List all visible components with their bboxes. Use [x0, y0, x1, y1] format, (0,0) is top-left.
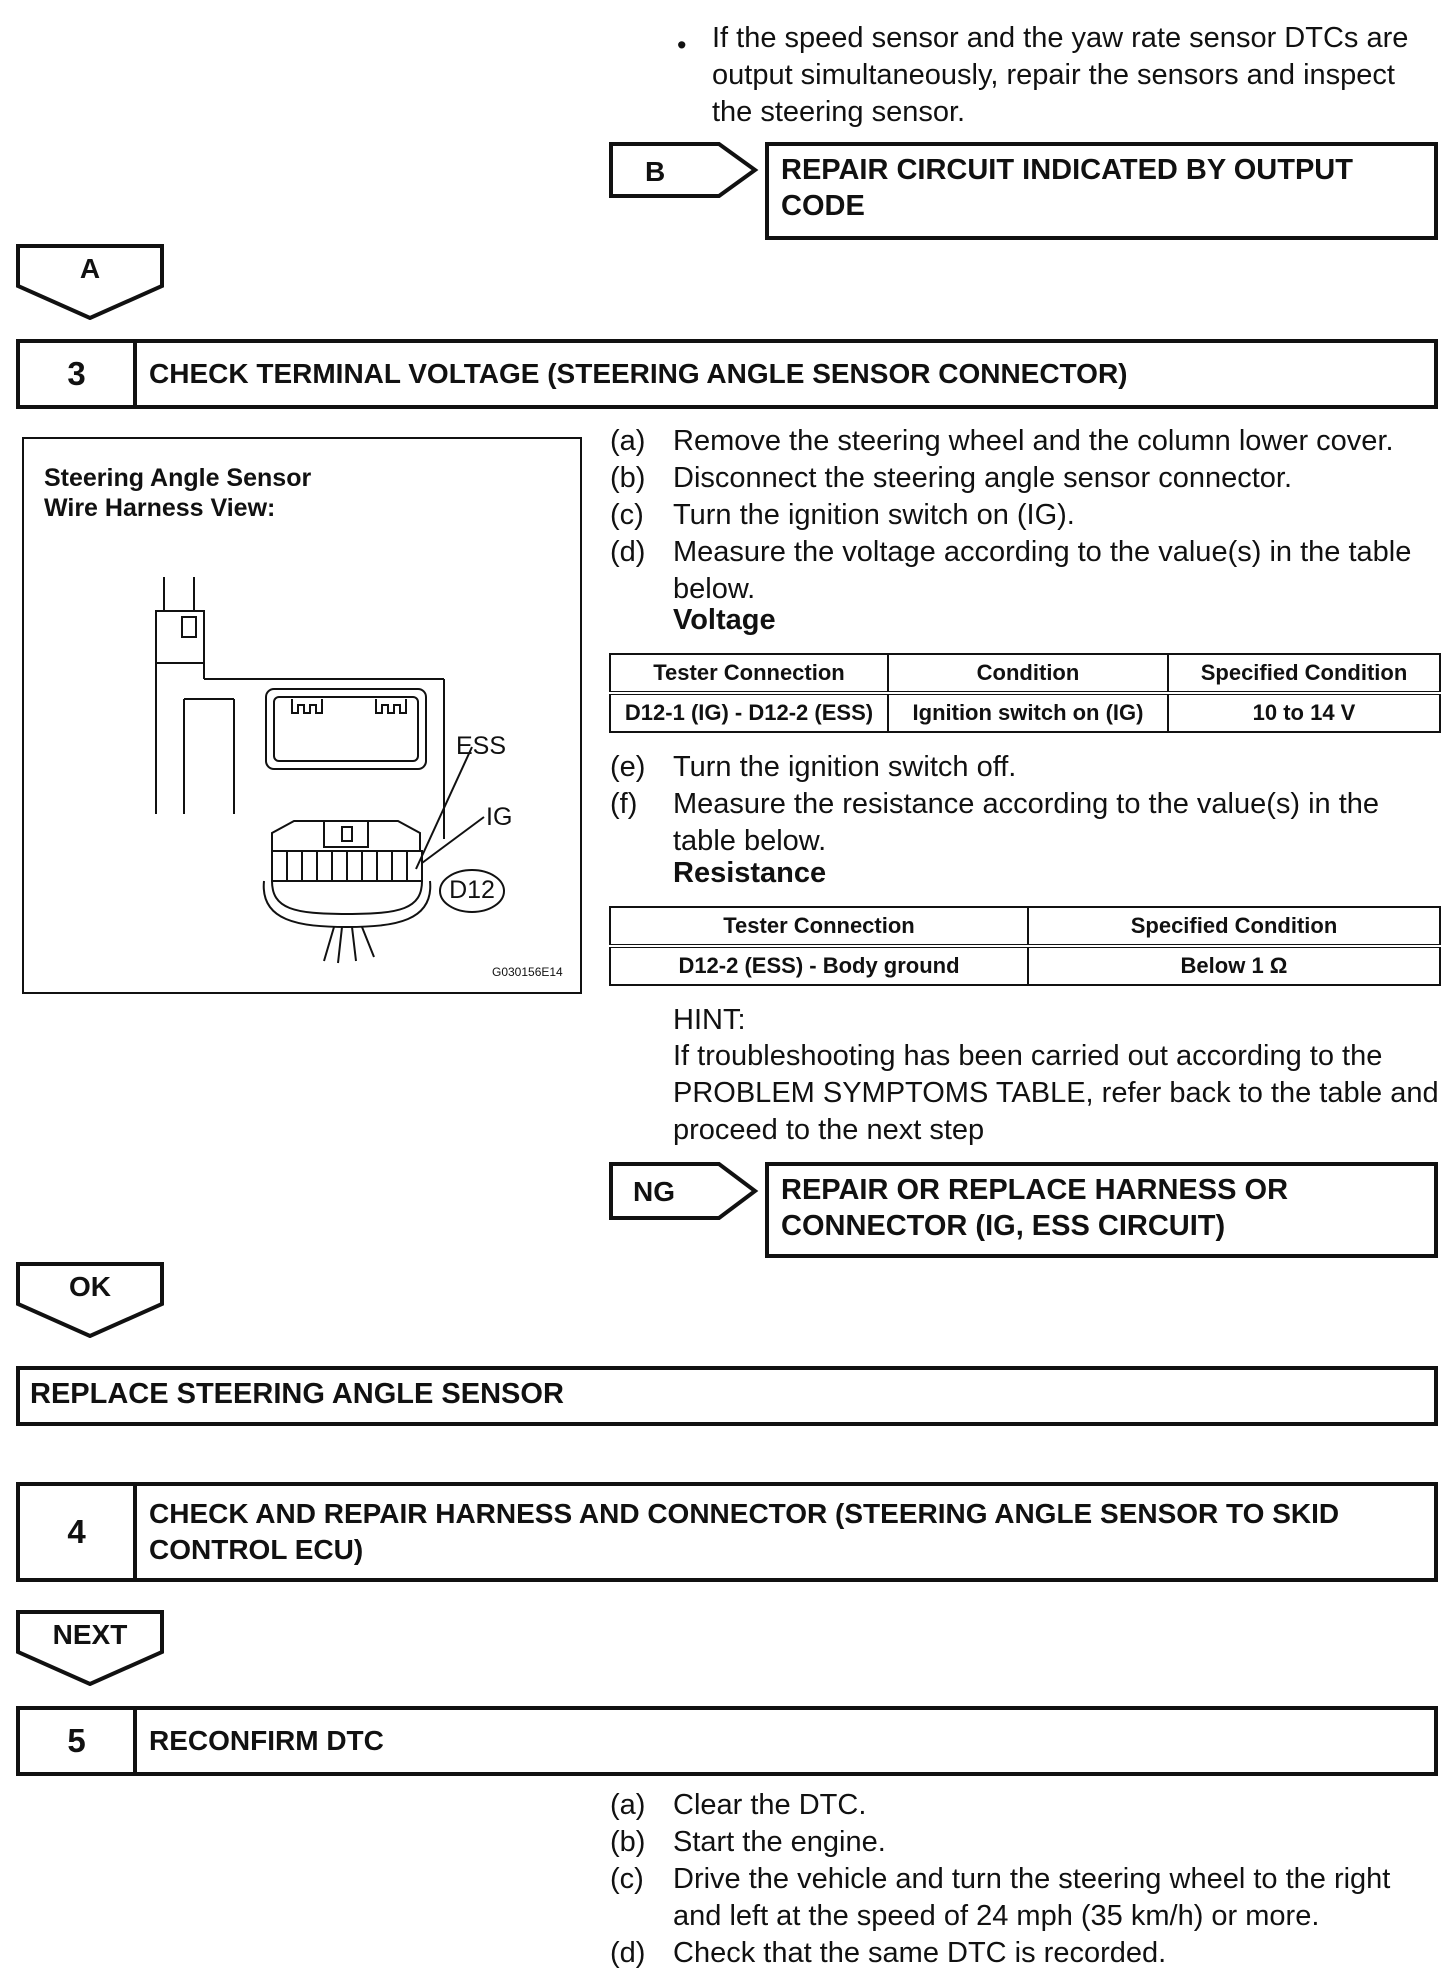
table-cell: Below 1 Ω [1028, 946, 1440, 985]
step-3-title: CHECK TERMINAL VOLTAGE (STEERING ANGLE SENSOR CONNECTOR) [149, 358, 1128, 389]
step-3-list-a [610, 423, 1446, 608]
resistance-title: Resistance [673, 857, 827, 889]
result-ok-label: OK [69, 1271, 111, 1302]
bullet-dot: • [677, 30, 687, 60]
result-ng-box: REPAIR OR REPLACE HARNESS OR CONNECTOR (IG, ESS CIRCUIT) [765, 1162, 1438, 1258]
replace-box: REPLACE STEERING ANGLE SENSOR [16, 1366, 1438, 1426]
table-row [610, 946, 1440, 985]
label-d12: D12 [449, 876, 495, 904]
step-3-list-e [610, 749, 1446, 860]
list-item: (c) Drive the vehicle and turn the steering wheel to the right and left at the speed of 24 mph (35 km/h) or more. [610, 1863, 1391, 1932]
list-item: (a) Remove the steering wheel and the column lower cover. [610, 425, 1394, 457]
result-next-arrow [16, 1610, 164, 1686]
result-next-label: NEXT [52, 1619, 128, 1650]
result-ng-label: NG [633, 1176, 675, 1207]
step-4-header [16, 1482, 1438, 1582]
result-ok-arrow [16, 1262, 164, 1338]
table-cell: D12-1 (IG) - D12-2 (ESS) [610, 693, 888, 732]
table-cell: 10 to 14 V [1168, 693, 1440, 732]
result-a-arrow [16, 244, 164, 320]
result-b-label: B [645, 156, 666, 187]
connector-figure [22, 437, 582, 994]
step-4-title: CHECK AND REPAIR HARNESS AND CONNECTOR (STEERING ANGLE SENSOR TO SKID CONTROL ECU) [149, 1498, 1340, 1565]
step-5-title: RECONFIRM DTC [149, 1725, 384, 1756]
list-item: (d) Check that the same DTC is recorded. [610, 1937, 1167, 1969]
result-b-box: REPAIR CIRCUIT INDICATED BY OUTPUT CODE [765, 142, 1438, 240]
step-4-number: 4 [20, 1486, 137, 1578]
table-header: Tester Connection [610, 654, 888, 693]
table-cell: Ignition switch on (IG) [888, 693, 1168, 732]
step-3-header [16, 339, 1438, 409]
list-item: (b) Disconnect the steering angle sensor connector. [610, 462, 1293, 494]
table-header-row [610, 907, 1440, 946]
label-ig: IG [486, 803, 513, 831]
list-item: (f) Measure the resistance according to the value(s) in the table below. [610, 788, 1380, 857]
resistance-table [609, 906, 1441, 986]
figure-title-1: Steering Angle Sensor [44, 464, 312, 492]
voltage-table [609, 653, 1441, 733]
hint-label: HINT: [673, 1004, 746, 1036]
figure-title-2: Wire Harness View: [44, 494, 276, 522]
step-5-number: 5 [20, 1710, 137, 1772]
list-item: (d) Measure the voltage according to the value(s) in the table below. [610, 536, 1412, 605]
hint-text: If troubleshooting has been carried out according to the PROBLEM SYMPTOMS TABLE, refer back to the table and proceed to the next step [673, 1040, 1439, 1146]
table-header: Specified Condition [1028, 907, 1440, 946]
label-ess: ESS [456, 732, 507, 760]
connector-drawing [24, 439, 580, 992]
list-item: (c) Turn the ignition switch on (IG). [610, 499, 1075, 531]
table-header-row [610, 654, 1440, 693]
table-header: Tester Connection [610, 907, 1028, 946]
bullet-text: If the speed sensor and the yaw rate sensor DTCs are output simultaneously, repair the sensors and inspect the steering sensor. [712, 22, 1409, 128]
step-5-list [610, 1787, 1446, 1972]
list-item: (e) Turn the ignition switch off. [610, 751, 1017, 783]
result-b-arrow [609, 142, 759, 198]
table-header: Specified Condition [1168, 654, 1440, 693]
table-cell: D12-2 (ESS) - Body ground [610, 946, 1028, 985]
voltage-title: Voltage [673, 604, 776, 636]
list-item: (b) Start the engine. [610, 1826, 886, 1858]
step-5-header [16, 1706, 1438, 1776]
figure-code: G030156E14 [492, 965, 563, 979]
result-a-label: A [79, 253, 101, 284]
table-header: Condition [888, 654, 1168, 693]
step-3-number: 3 [20, 343, 137, 405]
result-ng-arrow [609, 1162, 759, 1220]
list-item: (a) Clear the DTC. [610, 1789, 867, 1821]
table-row [610, 693, 1440, 732]
